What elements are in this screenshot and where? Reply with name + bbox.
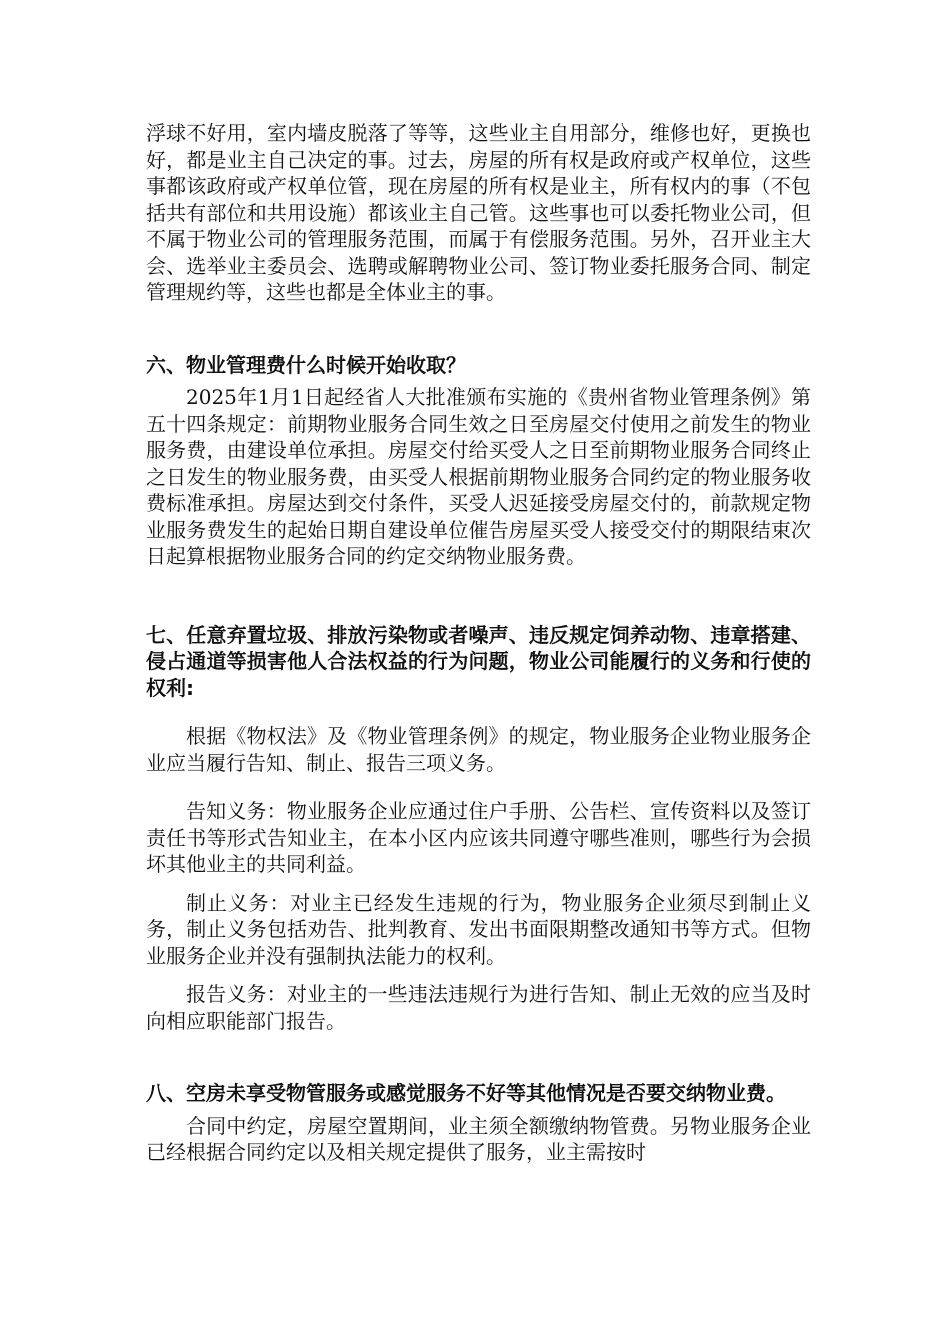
section-7-heading: 七、任意弃置垃圾、排放污染物或者噪声、违反规定饲养动物、违章搭建、侵占通道等损害他人合法权益的行为问题，物业公司能履行的义务和行使的权利: bbox=[146, 622, 811, 700]
section-8-heading: 八、空房未享受物管服务或感觉服务不好等其他情况是否要交纳物业费。 bbox=[146, 1081, 786, 1105]
section-6-heading: 六、物业管理费什么时候开始收取？ bbox=[146, 352, 466, 377]
intro-paragraph: 浮球不好用，室内墙皮脱落了等等，这些业主自用部分，维修也好，更换也好，都是业主自己决定的事。过去，房屋的所有权是政府或产权单位，这些事都该政府或产权单位管，现在房屋的所有权是业主，所有权内的事（不包括共有部位和共用设施）都该业主自己管。这些事也可以委托物业公司，但不属于物业公司的管理服务范围，而属于有偿服务范围。另外，召开业主大会、选举业主委员会、选聘或解聘物业公司、签订物业委托服务合同、制定管理规约等，这些也都是全体业主的事。 bbox=[146, 121, 811, 304]
section-7-paragraph-basis: 根据《物权法》及《物业管理条例》的规定，物业服务企业物业服务企业应当履行告知、制止、报告三项义务。 bbox=[146, 724, 811, 775]
section-7-paragraph-stop: 制止义务：对业主已经发生违规的行为，物业服务企业须尽到制止义务，制止义务包括劝告、批判教育、发出书面限期整改通知书等方式。但物业服务企业并没有强制执法能力的权利。 bbox=[146, 890, 811, 968]
section-7-paragraph-notify: 告知义务：物业服务企业应通过住户手册、公告栏、宣传资料以及签订责任书等形式告知业主，在本小区内应该共同遵守哪些准则，哪些行为会损坏其他业主的共同利益。 bbox=[146, 799, 811, 876]
document-page bbox=[146, 120, 811, 1166]
section-7-paragraph-report: 报告义务：对业主的一些违法违规行为进行告知、制止无效的应当及时向相应职能部门报告。 bbox=[146, 982, 811, 1033]
section-6-paragraph: 2025年1月1日起经省人大批准颁布实施的《贵州省物业管理条例》第五十四条规定：前期物业服务合同生效之日至房屋交付使用之前发生的物业服务费，由建设单位承担。房屋交付给买受人之日至前期物业服务合同终止之日发生的物业服务费，由买受人根据前期物业服务合同约定的物业服务收费标准承担。房屋达到交付条件，买受人迟延接受房屋交付的，前款规定物业服务费发生的起始日期自建设单位催告房屋买受人接受交付的期限结束次日起算根据物业服务合同的约定交纳物业服务费。 bbox=[146, 385, 811, 568]
section-8-paragraph: 合同中约定，房屋空置期间，业主须全额缴纳物管费。另物业服务企业已经根据合同约定以及相关规定提供了服务，业主需按时 bbox=[146, 1113, 811, 1164]
